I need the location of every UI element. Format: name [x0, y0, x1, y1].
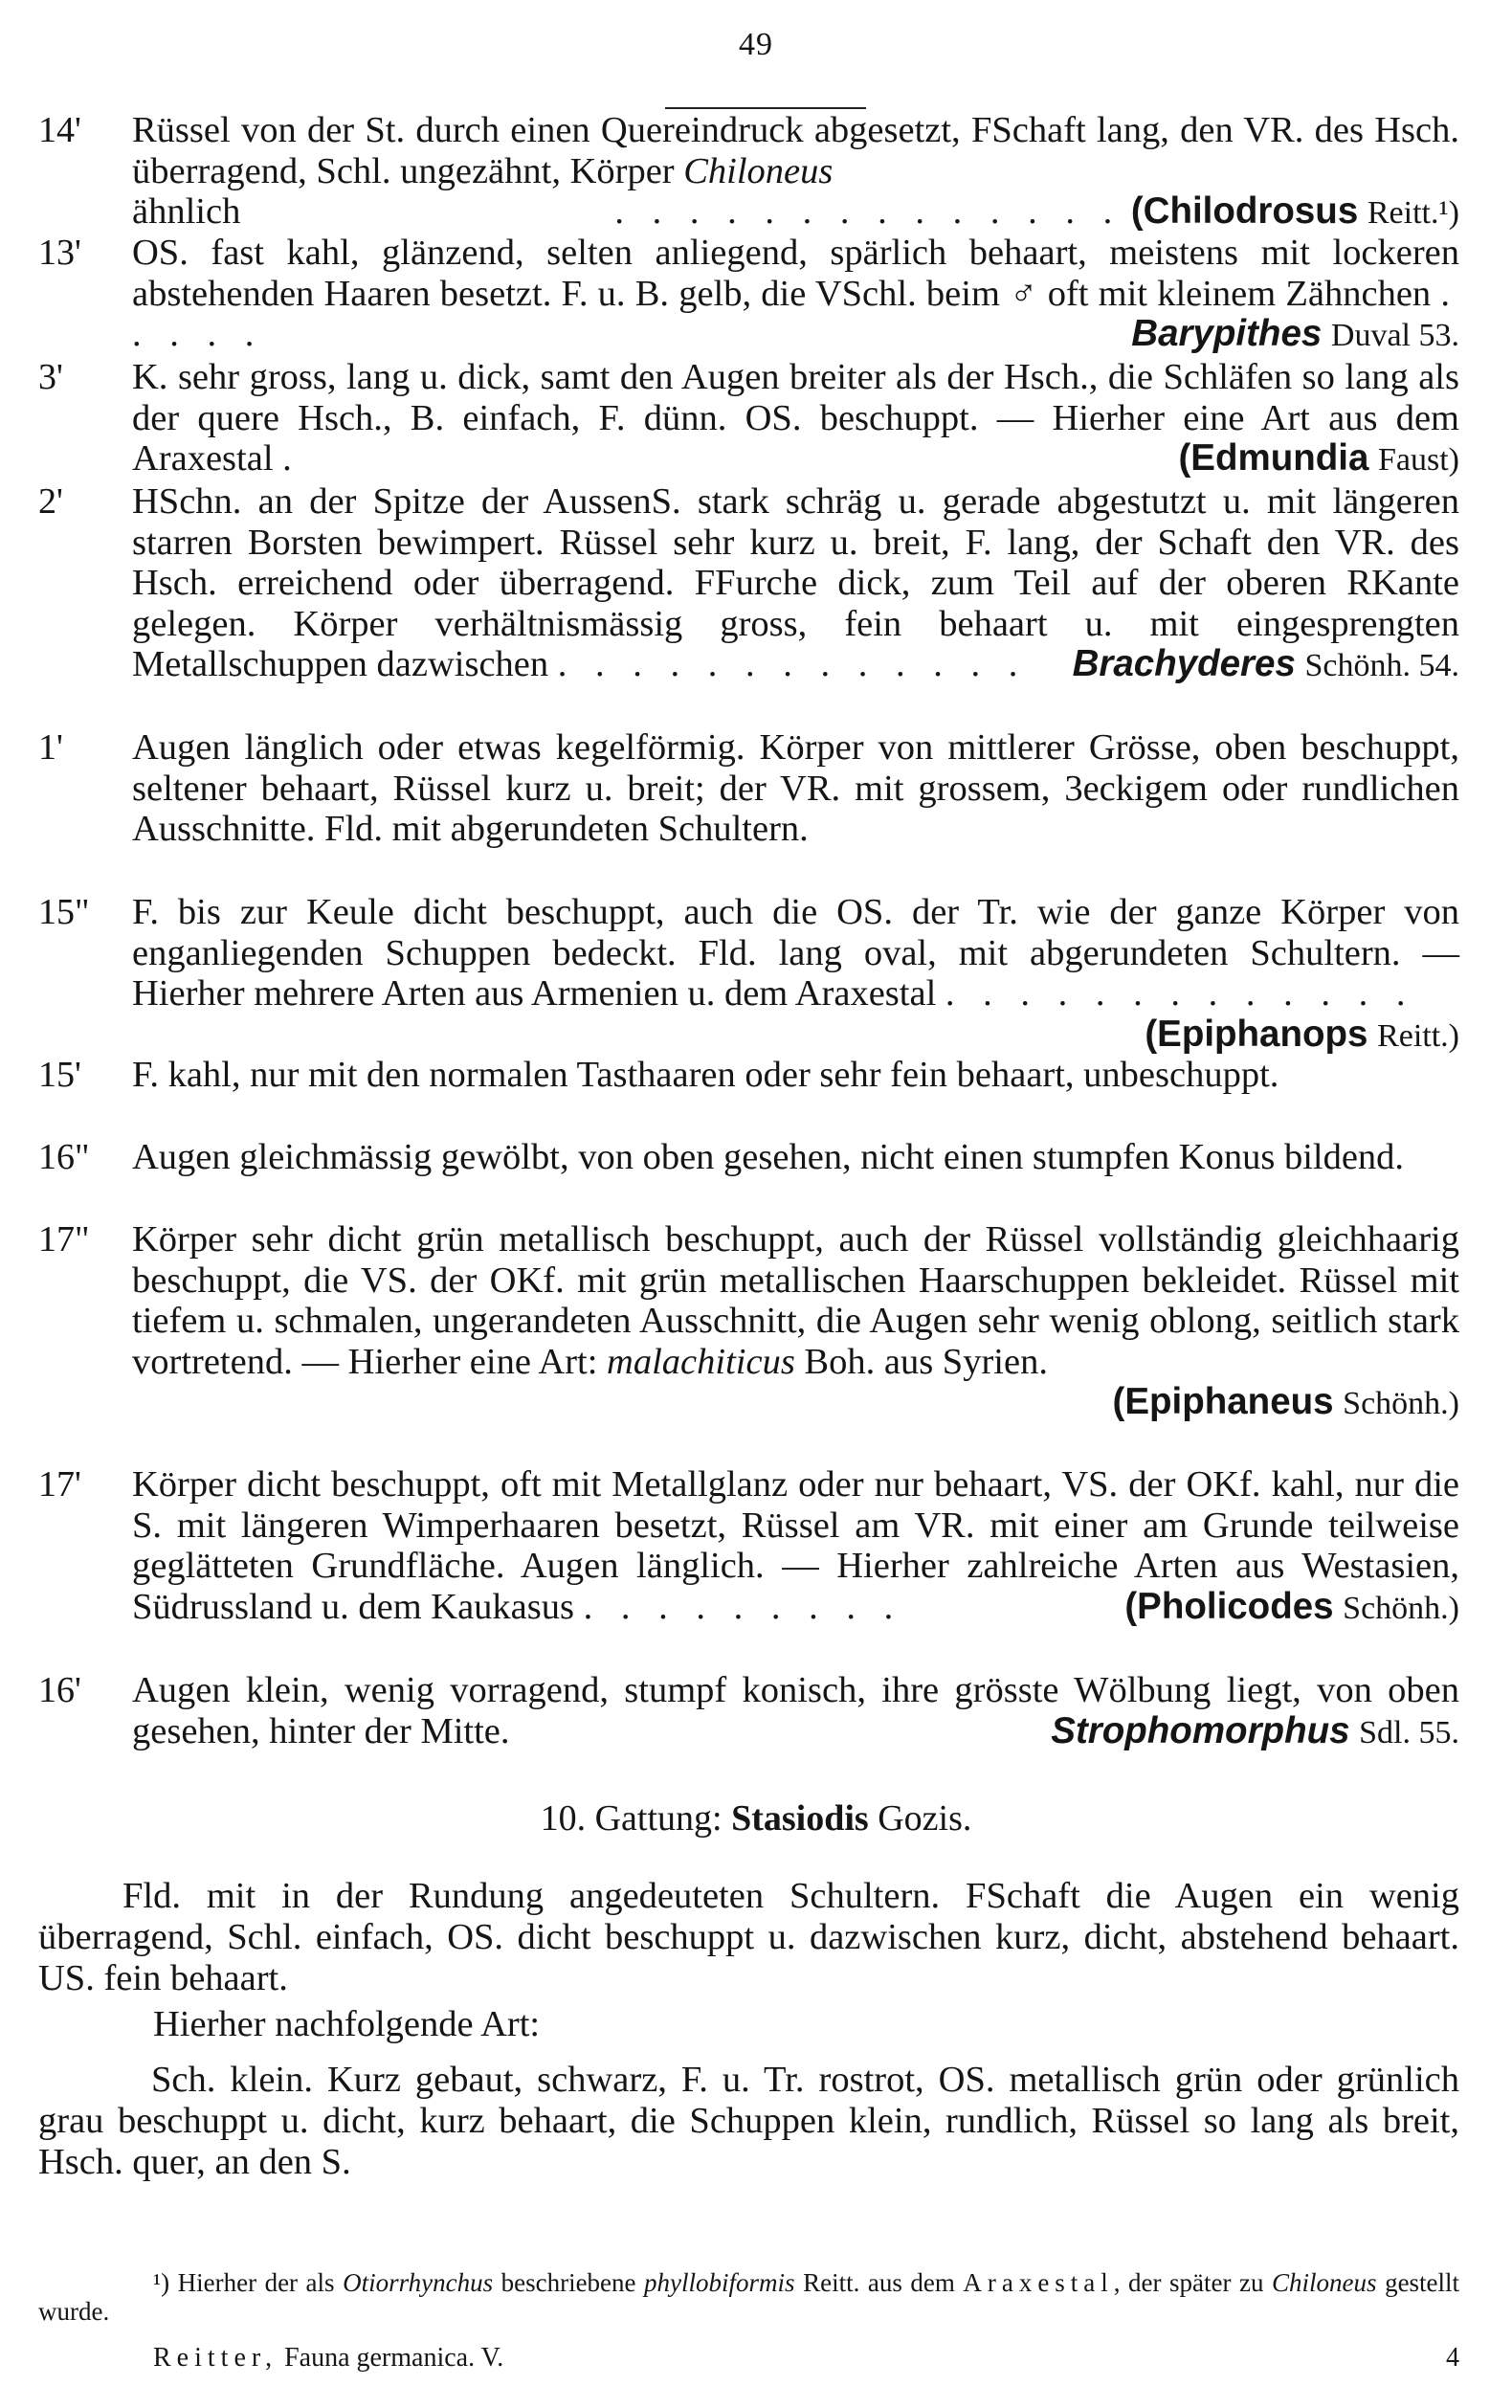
genus-author: Schönh.)	[1343, 1590, 1459, 1626]
genus-name: Barypithes	[1131, 313, 1323, 355]
entry-text: Augen länglich oder etwas kegelförmig. Körper von mittlerer Grösse, oben beschuppt, seltener behaart, Rüssel kurz u. breit; der VR. mit grossem, 3eckigem oder rundlichen Ausschnitte. Fld. mit abgerundeten Schultern.	[132, 727, 1459, 850]
genus-reference	[1073, 644, 1459, 687]
footnote-text: , der später zu	[1113, 2268, 1264, 2297]
genus-author: Sdl. 55.	[1359, 1714, 1459, 1750]
page-footer	[38, 2343, 1459, 2374]
species-name: Chiloneus	[683, 150, 834, 191]
signature-mark: 4	[1446, 2343, 1459, 2373]
heading-genus: Stasiodis	[731, 1798, 869, 1839]
genus-heading	[0, 1797, 1512, 1839]
entry-description: Rüssel von der St. durch einen Quereindruck abgesetzt, FSchaft lang, den VR. des Hsch. überragend, Schl. ungezähnt, Körper	[132, 110, 1459, 191]
footnote-text: gestellt wurde.	[38, 2268, 1460, 2326]
heading-author: Gozis.	[878, 1798, 972, 1839]
genus-name: (Pholicodes	[1124, 1585, 1334, 1627]
genus-reference	[1124, 1587, 1459, 1630]
entry-description-continued: ähnlich	[132, 191, 241, 233]
genus-name: (Epiphaneus	[1112, 1381, 1334, 1423]
entry-description-continued: Boh. aus Syrien.	[804, 1341, 1048, 1382]
entry-description: OS. fast kahl, glänzend, selten anliegend, spärlich behaart, meistens mit lockeren abstehenden Haaren besetzt. F. u. B. gelb, die VSchl. beim ♂ oft mit kleinem Zähnchen	[132, 233, 1459, 314]
entry-number: 16"	[38, 1137, 90, 1177]
genus-name: (Chilodrosus	[1130, 190, 1359, 233]
entry-description: Augen klein, wenig vorragend, stumpf konisch, ihre grösste Wölbung liegt, von oben gesehen, hinter der Mitte.	[132, 1670, 1459, 1751]
entry-description: Körper dicht beschuppt, oft mit Metallglanz oder nur behaart, VS. der OKf. kahl, nur die S. mit längeren Wimperhaaren besetzt, Rüssel am VR. mit einer am Grunde teilweise geglätteten Grundfläche. Augen länglich. — Hierher zahlreiche Arten aus Westasien, Südrussland u. dem Kaukasus	[132, 1464, 1459, 1627]
entry-description: Körper sehr dicht grün metallisch beschuppt, auch der Rüssel vollständig gleichhaarig beschuppt, die VS. der OKf. mit grün metallischen Haarschuppen bekleidet. Rüssel mit tiefem u. schmalen, ungerandeten Ausschnitt, die Augen sehr wenig oblong, seitlich stark vortretend. — Hierher eine Art:	[132, 1219, 1459, 1382]
footnote-text: beschriebene	[500, 2268, 636, 2297]
entry-text	[132, 1670, 1459, 1753]
footnote-text: Reitt. aus dem	[803, 2268, 955, 2297]
header-rule	[665, 107, 866, 109]
footnote	[38, 2268, 1459, 2326]
entry-number: 1'	[38, 727, 63, 768]
leader-dots: . . . . . . . . .	[583, 1586, 903, 1627]
leader-dots: .	[282, 438, 292, 479]
entry-number: 15'	[38, 1055, 81, 1095]
entry-number: 2'	[38, 481, 63, 522]
leader-dots: . . . . . . . . . . . . .	[945, 973, 1415, 1014]
page-number: 49	[739, 27, 773, 62]
footnote-place: Araxestal	[963, 2268, 1114, 2297]
genus-reference	[1145, 1014, 1459, 1058]
species-intro: Hierher nachfolgende Art:	[153, 2004, 541, 2044]
entry-text	[132, 1464, 1459, 1629]
entry-text: Augen gleichmässig gewölbt, von oben gesehen, nicht einen stumpfen Konus bildend.	[132, 1137, 1405, 1177]
genus-reference	[1131, 314, 1459, 357]
genus-author: Faust)	[1378, 442, 1459, 479]
heading-prefix: 10. Gattung:	[540, 1798, 723, 1839]
entry-text	[132, 1219, 1459, 1425]
entry-text	[132, 110, 1459, 234]
entry-number: 3'	[38, 357, 63, 397]
species-name: malachiticus	[607, 1341, 795, 1382]
entry-text	[132, 233, 1459, 357]
entry-text	[132, 892, 1459, 1057]
entry-number: 16'	[38, 1670, 81, 1710]
genus-reference	[132, 1382, 1459, 1425]
footer-title: Fauna germanica. V.	[284, 2343, 504, 2373]
footnote-species: phyllobiformis	[644, 2268, 795, 2297]
genus-name: Brachyderes	[1072, 643, 1296, 685]
genus-author: Reitt.)	[1377, 1017, 1459, 1054]
entry-text	[132, 357, 1459, 481]
leader-dots: . . . . . . . . . . . . .	[557, 644, 1028, 685]
footnote-genus: Otiorrhynchus	[343, 2268, 494, 2297]
entry-text	[132, 481, 1459, 687]
entry-description: HSchn. an der Spitze der AussenS. stark schräg u. gerade abgestutzt u. mit längeren starren Borsten bewimpert. Rüssel sehr kurz u. breit, F. lang, der Schaft den VR. des Hsch. erreichend oder überragend. FFurche dick, zum Teil auf der oberen RKante gelegen. Körper verhältnismässig gross, fein behaart u. mit eingesprengten Metallschuppen dazwischen	[132, 481, 1459, 685]
entry-number: 13'	[38, 233, 81, 273]
genus-name: Strophomorphus	[1051, 1709, 1350, 1751]
leader-dots: . . . . .	[132, 273, 1460, 355]
entry-text: F. kahl, nur mit den normalen Tasthaaren oder sehr fein behaart, unbeschuppt.	[132, 1055, 1279, 1095]
entry-number: 17'	[38, 1464, 81, 1505]
entry-description: F. bis zur Keule dicht beschuppt, auch die OS. der Tr. wie der ganze Körper von enganliegenden Schuppen bedeckt. Fld. lang oval, mit abgerundeten Schultern. — Hierher mehrere Arten aus Armenien u. dem Araxestal	[132, 892, 1459, 1014]
entry-tail	[132, 191, 1459, 234]
genus-author: Reitt.¹)	[1367, 195, 1459, 232]
footnote-mark: ¹)	[153, 2268, 170, 2297]
species-description: Sch. klein. Kurz gebaut, schwarz, F. u. Tr. rostrot, OS. metallisch grün oder grünlich grau beschuppt u. dicht, kurz behaart, die Schuppen klein, rundlich, Rüssel so lang als breit, Hsch. quer, an den S.	[38, 2060, 1459, 2182]
footnote-genus: Chiloneus	[1272, 2268, 1377, 2297]
genus-author: Duval 53.	[1330, 318, 1459, 354]
genus-description: Fld. mit in der Rundung angedeuteten Schultern. FSchaft die Augen ein wenig überragend, Schl. einfach, OS. dicht beschuppt u. dazwischen kurz, dicht, abstehend behaart. US. fein behaart.	[38, 1876, 1459, 1998]
footnote-text: Hierher der als	[177, 2268, 335, 2297]
entry-number: 14'	[38, 110, 81, 150]
genus-name: (Epiphanops	[1145, 1013, 1368, 1055]
entry-number: 17"	[38, 1219, 90, 1260]
genus-author: Schönh. 54.	[1304, 648, 1459, 684]
leader-dots: . . . . . . . . . . . . . .	[614, 191, 1123, 233]
genus-reference	[1178, 438, 1459, 481]
entry-description: K. sehr gross, lang u. dick, samt den Augen breiter als der Hsch., die Schläfen so lang als der quere Hsch., B. einfach, F. dünn. OS. beschuppt. — Hierher eine Art aus dem Araxestal	[132, 357, 1459, 479]
entry-number: 15"	[38, 892, 90, 932]
genus-reference	[1051, 1711, 1459, 1754]
genus-name: (Edmundia	[1178, 437, 1369, 479]
genus-author: Schönh.)	[1343, 1386, 1459, 1422]
footer-author: Reitter,	[153, 2343, 278, 2373]
